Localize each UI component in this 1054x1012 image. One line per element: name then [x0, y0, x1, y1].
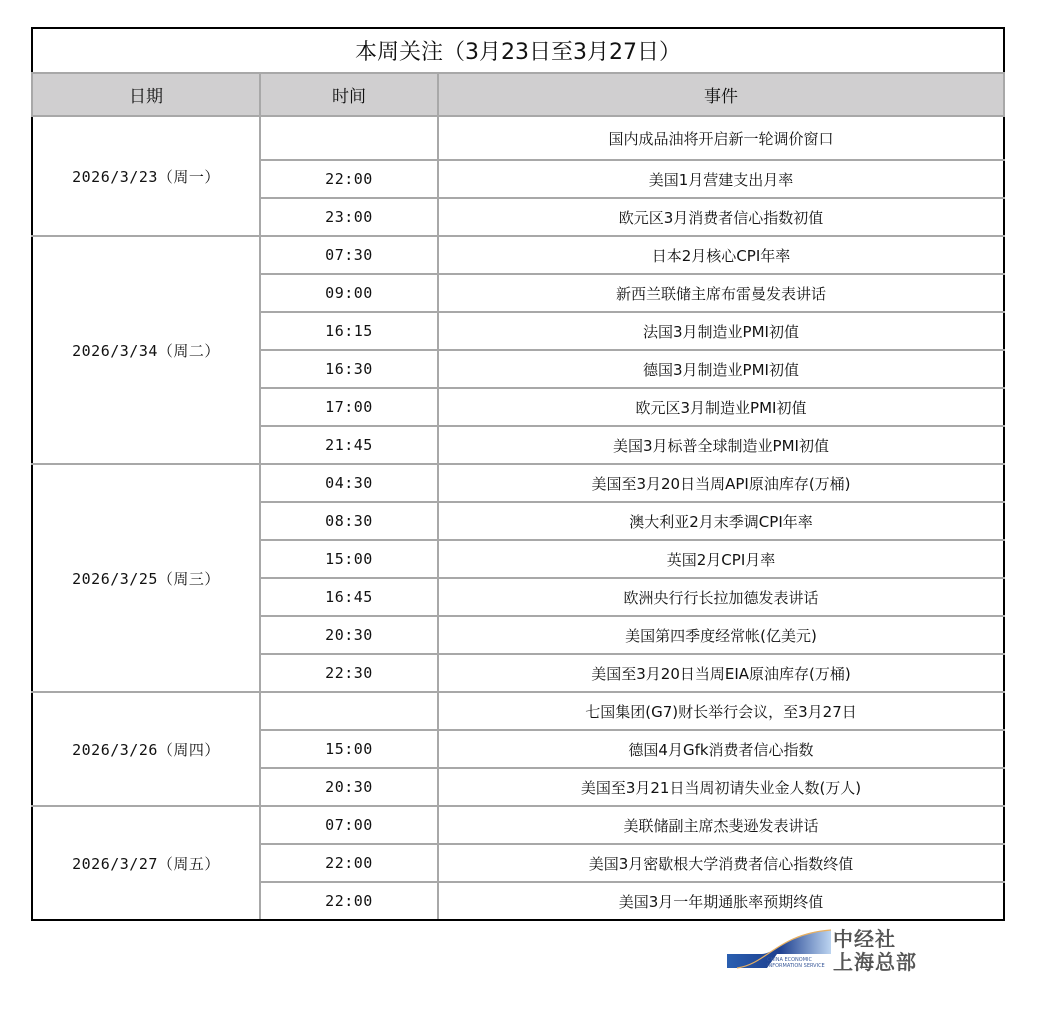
date-cell: 2026/3/23（周一）: [32, 116, 260, 236]
event-cell: 澳大利亚2月末季调CPI年率: [438, 502, 1004, 540]
event-cell: 新西兰联储主席布雷曼发表讲话: [438, 274, 1004, 312]
table-row: [32, 806, 1004, 844]
event-cell: 英国2月CPI月率: [438, 540, 1004, 578]
date-cell: 2026/3/27（周五）: [32, 806, 260, 920]
date-cell: 2026/3/34（周二）: [32, 236, 260, 464]
time-cell: 22:30: [260, 654, 438, 692]
table-row: [32, 464, 1004, 502]
table-title: 本周关注（3月23日至3月27日）: [32, 28, 1004, 73]
event-cell: 美国3月一年期通胀率预期终值: [438, 882, 1004, 920]
event-cell: 德国3月制造业PMI初值: [438, 350, 1004, 388]
time-cell: 17:00: [260, 388, 438, 426]
table-row: [32, 692, 1004, 730]
event-cell: 美联储副主席杰斐逊发表讲话: [438, 806, 1004, 844]
logo-cn-line1: 中经社: [833, 927, 896, 951]
time-cell: 15:00: [260, 540, 438, 578]
event-cell: 日本2月核心CPI年率: [438, 236, 1004, 274]
time-cell: [260, 116, 438, 160]
time-cell: 22:00: [260, 844, 438, 882]
logo-cn-line2: 上海总部: [833, 950, 917, 974]
header-date: 日期: [32, 73, 260, 116]
date-cell: 2026/3/26（周四）: [32, 692, 260, 806]
time-cell: 20:30: [260, 616, 438, 654]
event-cell: 欧元区3月消费者信心指数初值: [438, 198, 1004, 236]
event-cell: 国内成品油将开启新一轮调价窗口: [438, 116, 1004, 160]
header-time: 时间: [260, 73, 438, 116]
time-cell: 20:30: [260, 768, 438, 806]
event-cell: 七国集团(G7)财长举行会议，至3月27日: [438, 692, 1004, 730]
event-cell: 美国1月营建支出月率: [438, 160, 1004, 198]
weekly-calendar: [31, 27, 1003, 921]
event-cell: 美国至3月20日当周API原油库存(万桶): [438, 464, 1004, 502]
table-row: [32, 116, 1004, 160]
date-cell: 2026/3/25（周三）: [32, 464, 260, 692]
time-cell: 21:45: [260, 426, 438, 464]
time-cell: 09:00: [260, 274, 438, 312]
header-event: 事件: [438, 73, 1004, 116]
event-cell: 德国4月Gfk消费者信心指数: [438, 730, 1004, 768]
time-cell: 16:30: [260, 350, 438, 388]
logo-en-line1: CHINA ECONOMIC: [767, 957, 813, 963]
event-cell: 美国3月密歇根大学消费者信心指数终值: [438, 844, 1004, 882]
time-cell: 04:30: [260, 464, 438, 502]
time-cell: 16:15: [260, 312, 438, 350]
logo-en-line2: INFORMATION SERVICE: [767, 963, 825, 969]
cei-logo: [727, 928, 937, 976]
event-cell: 美国3月标普全球制造业PMI初值: [438, 426, 1004, 464]
event-cell: 欧元区3月制造业PMI初值: [438, 388, 1004, 426]
time-cell: 23:00: [260, 198, 438, 236]
time-cell: 15:00: [260, 730, 438, 768]
time-cell: 07:00: [260, 806, 438, 844]
table-row: [32, 236, 1004, 274]
event-cell: 欧洲央行行长拉加德发表讲话: [438, 578, 1004, 616]
time-cell: 22:00: [260, 882, 438, 920]
time-cell: 07:30: [260, 236, 438, 274]
event-cell: 美国至3月20日当周EIA原油库存(万桶): [438, 654, 1004, 692]
time-cell: 08:30: [260, 502, 438, 540]
time-cell: [260, 692, 438, 730]
event-cell: 法国3月制造业PMI初值: [438, 312, 1004, 350]
event-cell: 美国至3月21日当周初请失业金人数(万人): [438, 768, 1004, 806]
events-table: [31, 27, 1005, 921]
event-cell: 美国第四季度经常帐(亿美元): [438, 616, 1004, 654]
time-cell: 16:45: [260, 578, 438, 616]
time-cell: 22:00: [260, 160, 438, 198]
